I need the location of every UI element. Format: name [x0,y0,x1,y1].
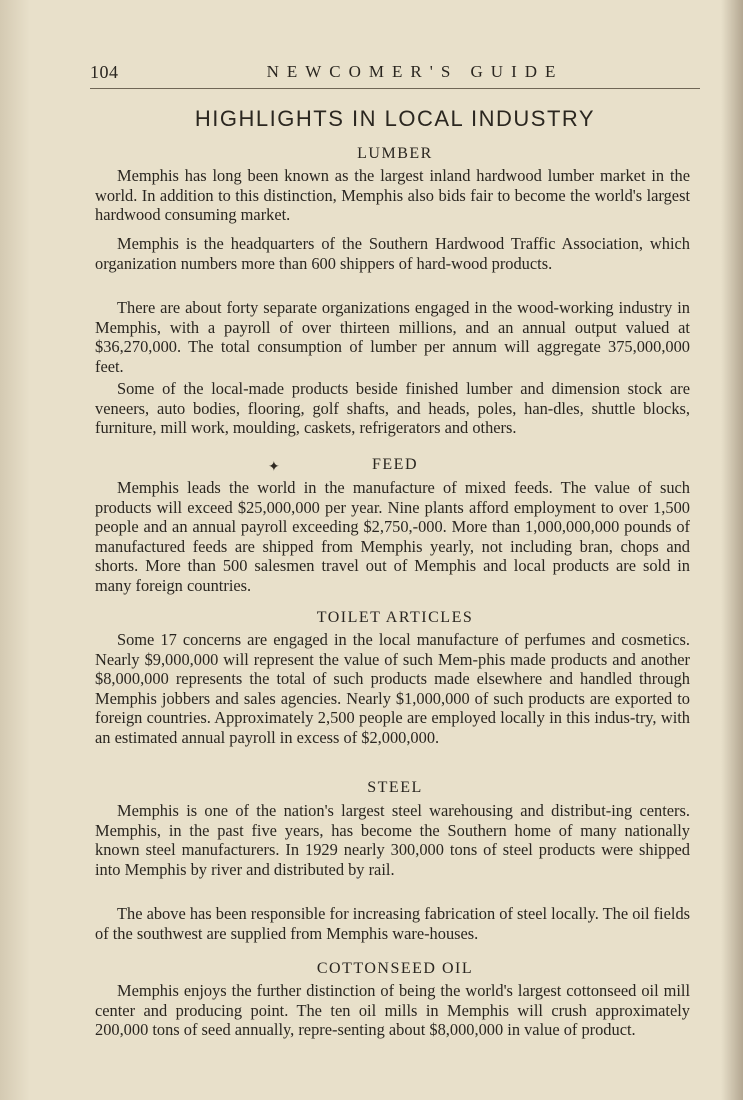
paragraph-steel-1: Memphis is one of the nation's largest steel warehousing and distribut-ing centers. Memphis, in the past five years, has become the Southern home of many nationally known steel manufacturers. In 1929 nearly 300,000 tons of steel products were shipped into Memphis by river and distributed by rail. [95,801,690,879]
section-heading-cottonseed-oil: COTTONSEED OIL [316,960,474,977]
paragraph-steel-2: The above has been responsible for increasing fabrication of steel locally. The oil fields of the southwest are supplied from Memphis ware-houses. [95,904,691,943]
running-title: NEWCOMER'S GUIDE [266,62,564,81]
page-number: 104 [90,62,119,82]
paragraph-cottonseed-oil-1: Memphis enjoys the further distinction of being the world's largest cottonseed oil mill center and producing point. The ten oil mills in Memphis will crush approximately 200,000 tons of seed annually, repre-senting about $8,000,000 in value of product. [95,981,690,1040]
paragraph-toilet-articles-1: Some 17 concerns are engaged in the local manufacture of perfumes and cosmetics. Nearly $9,000,000 will represent the value of such Mem-phis made products and another $8,000,000 represents the total of such products made elsewhere and handled through Memphis jobbers and sales agencies. Nearly $1,000,000 of such products are exported to foreign countries. Approximately 2,500 people are employed locally in this indus-try, with an estimated annual payroll in excess of $2,000,000. [95,630,690,747]
paragraph-lumber-1: Memphis has long been known as the largest inland hardwood lumber market in the world. In addition to this distinction, Memphis also bids fair to become the world's largest hardwood consuming market. [95,166,690,225]
paragraph-feed-1: Memphis leads the world in the manufacture of mixed feeds. The value of such products will exceed $25,000,000 per year. Nine plants afford employment to over 1,500 people and an annual payroll exceeding $2,750,-000. More than 1,000,000,000 pounds of manufactured feeds are shipped from Memphis yearly, not including bran, chops and shorts. More than 500 salesmen travel out of Memphis and local products are sold in many foreign countries. [95,478,690,595]
page-title: HIGHLIGHTS IN LOCAL INDUSTRY [194,106,596,131]
paragraph-lumber-4: Some of the local-made products beside finished lumber and dimension stock are veneers, auto bodies, flooring, golf shafts, and heads, poles, han-dles, shuttle blocks, furniture, mill work, moulding, caskets, refrigerators and others. [95,379,690,438]
section-heading-feed: FEED [372,456,418,473]
section-heading-lumber: LUMBER [357,145,433,162]
paragraph-lumber-3: There are about forty separate organizations engaged in the wood-working industry in Memphis, with a payroll of over thirteen millions, and an annual output valued at $36,270,000. The total consumption of lumber per annum will aggregate 375,000,000 feet. [95,298,690,376]
section-heading-toilet-articles: TOILET ARTICLES [316,609,474,626]
page-header [90,62,700,89]
paragraph-lumber-2: Memphis is the headquarters of the Southern Hardwood Traffic Association, which organization numbers more than 600 shippers of hard-wood products. [95,234,690,273]
ornament-mark: ✦ [268,460,280,475]
section-heading-steel: STEEL [367,779,423,796]
